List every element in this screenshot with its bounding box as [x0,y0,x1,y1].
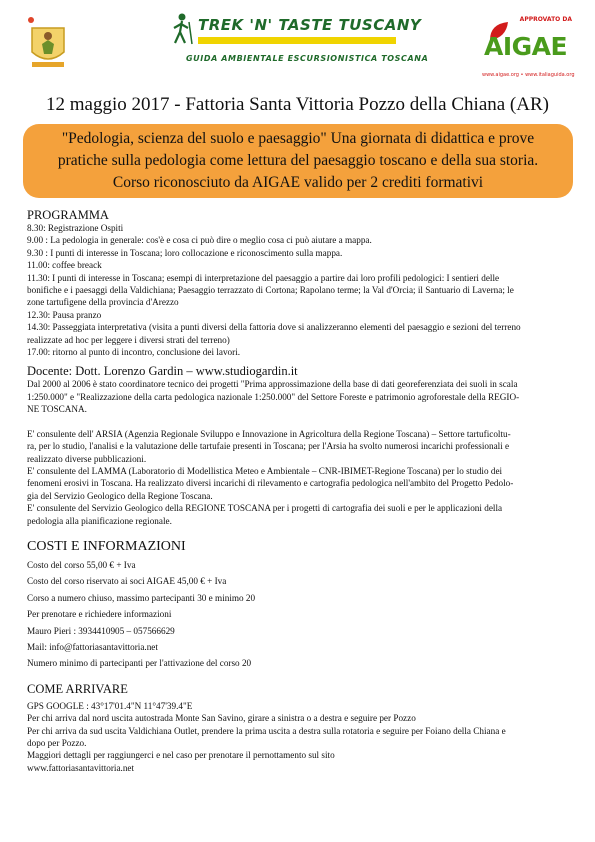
costi-line: Costo del corso 55,00 € + Iva [27,559,136,570]
aigae-links: www.aigae.org • www.italiaguida.org [482,72,575,78]
docente-heading: Docente: Dott. Lorenzo Gardin – www.studiogardin.it [27,364,298,379]
docente-line: realizzato diverse pubblicazioni. [27,453,147,464]
gps-coordinates: GPS GOOGLE : 43°17'01.4"N 11°47'39.4"E [27,700,193,711]
programma-line: 8.30: Registrazione Ospiti [27,223,124,233]
programma-line: zone tartufigene della provincia d'Arezzo [27,297,179,308]
programma-heading: PROGRAMMA [27,208,109,222]
costi-list [27,559,572,670]
docente-paragraph [27,378,572,415]
costi-line: Corso a numero chiuso, massimo partecipanti 30 e minimo 20 [27,592,256,603]
docente-line: E' consulente del Servizio Geologico della REGIONE TOSCANA per i progetti di cartografia dei suoli e per le applicazioni della [27,503,503,514]
brand-underline [198,37,396,44]
programma-line: realizzate ad hoc per leggere i diversi strati del terreno) [27,334,230,345]
email-line: Mail: info@fattoriasantavittoria.net [27,641,158,652]
costi-line: Costo del corso riservato ai soci AIGAE 45,00 € + Iva [27,576,227,587]
docente-line: E' consulente dell' ARSIA (Agenzia Regionale Sviluppo e Innovazione in Agricoltura della Regione Toscana) – Settore tartuficoltu- [27,428,511,439]
approved-label: APPROVATO DA [519,16,572,23]
docente-line: NE TOSCANA. [27,404,87,415]
banner-line: Corso riconosciuto da AIGAE valido per 2 crediti formativi [112,174,484,191]
brand-title: TREK 'N' TASTE TUSCANY [198,16,422,34]
programma-line: bonifiche e i paesaggi della Valdichiana; Paesaggio terrazzato di Cortona; Rapolano terme; la Val d'Orcia; il Santuario di Laverna; le [27,285,514,296]
programma-line: 12.30: Pausa pranzo [27,309,102,320]
programma-line: 11.30: I punti di interesse in Toscana; esempi di interpretazione del paesaggio a partire dai loro profili pedologici: I sentieri delle [27,272,500,283]
costi-line: Numero minimo di partecipanti per l'attivazione del corso 20 [27,658,252,669]
arrivare-heading: COME ARRIVARE [27,681,128,696]
programma-line: 11.00: coffee breack [27,260,102,271]
programma-list [27,222,572,358]
arrivare-line: Per chi arriva da sud uscita Valdichiana Outlet, prendere la prima uscita a destra sulla rotatoria e seguire per Foiano della Chiana e [27,725,506,736]
docente-line: Dal 2000 al 2006 è stato coordinatore tecnico dei progetti "Prima approssimazione della base di dati georeferenziata dei suoli in scala [27,379,518,390]
costi-heading: COSTI E INFORMAZIONI [27,538,186,554]
trek-n-taste-logo [168,12,429,74]
banner-line: "Pedologia, scienza del suolo e paesaggio" Una giornata di didattica e prove [61,130,535,147]
docente-paragraph [27,428,572,527]
aigae-logo [470,14,580,84]
programma-line: 14.30: Passeggiata interpretativa (visita a punti diversi della fattoria dove si analizzeranno elementi del paesaggio e sezioni del terreno [27,322,521,333]
shield-scout-logo-icon [24,14,72,72]
docente-line: gia del Servizio Geologico della Regione Toscana. [27,490,213,501]
aigae-logo-text: AIGAE [484,32,568,61]
programma-line: 17.00: ritorno al punto di incontro, conclusione dei lavori. [27,347,241,358]
docente-line: 1:250.000" e "Realizzazione della carta pedologica nazionale 1:250.000" del Settore Foreste e patrimonio agroforestale della REGIO- [27,391,520,402]
programma-line: 9.00 : La pedologia in generale: cos'è e cosa ci può dire o meglio cosa ci può aiutare a mappa. [27,235,372,246]
docente-line: ra, per lo studio, l'analisi e la valutazione delle tartufaie presenti in Toscana; per l'Arsia ha svolto numerosi incarichi professionali e [27,441,510,452]
main-content [27,208,572,774]
website-link[interactable]: www.fattoriasantavittoria.net [27,762,135,773]
brand-subtitle: GUIDA AMBIENTALE ESCURSIONISTICA TOSCANA [186,54,429,63]
arrivare-line: dopo per Pozzo. [27,738,87,748]
docente-line: pedologia alla pianificazione regionale. [27,515,172,526]
costi-line: Mauro Pieri : 3934410905 – 057566629 [27,625,175,636]
docente-line: E' consulente del LAMMA (Laboratorio di Modellistica Meteo e Ambientale – CNR-IBIMET-Regione Toscana) per lo studio dei [27,465,503,476]
arrivare-list [27,712,572,774]
docente-line: fenomeni erosivi in Toscana. Ha realizzato diversi incarichi di rilevamento e cartografia pedologica nell'ambito del Progetto Pedolo- [27,478,514,489]
course-banner [23,124,573,198]
hiker-icon [168,12,196,48]
costi-line: Per prenotare e richiedere informazioni [27,609,172,620]
arrivare-line: Maggiori dettagli per raggiungerci e nel caso per prenotare il pernottamento sul sito [27,750,335,761]
arrivare-line: Per chi arriva dal nord uscita autostrada Monte San Savino, girare a sinistra o a destra e seguire per Pozzo [27,713,416,724]
header [0,0,595,86]
banner-line: pratiche sulla pedologia come lettura del paesaggio toscano e della sua storia. [57,152,539,169]
programma-line: 9.30 : I punti di interesse in Toscana; loro collocazione e riconoscimento sulla mappa. [27,247,343,258]
page-title: 12 maggio 2017 - Fattoria Santa Vittoria Pozzo della Chiana (AR) [46,94,549,115]
